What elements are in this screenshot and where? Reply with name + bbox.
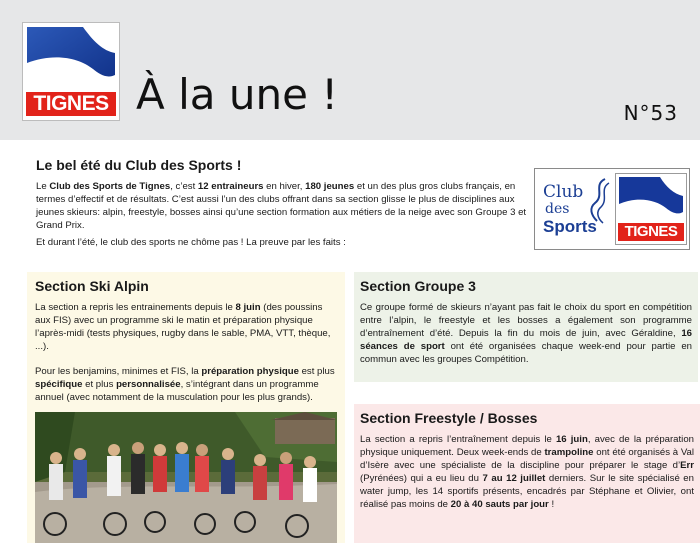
groupe3-heading: Section Groupe 3	[360, 278, 476, 294]
tignes-logo-text: TIGNES	[26, 92, 116, 116]
text-run: ont été organisées chaque week-end pour partie en commun avec les groupes Compétition.	[360, 341, 692, 365]
sessions-count-bold: 16 séances de sport	[360, 328, 692, 352]
section-freestyle-bosses	[354, 404, 700, 543]
tignes-small-mountain-icon	[616, 174, 686, 226]
intro-paragraph-1	[36, 180, 532, 232]
issue-number: N°53	[623, 101, 678, 125]
text-run: , s’intégrant dans un programme annuel (avec notamment de la musculation pour les plus grands).	[35, 379, 319, 403]
intro-section	[36, 156, 532, 249]
date-bold: 8 juin	[235, 302, 261, 313]
text-run: !	[548, 499, 555, 510]
text-run: ont été organisés à Val d’Isère avec une spécialiste de la discipline pour préparer le stage d’	[360, 447, 695, 471]
intro-paragraph-2: Et durant l’été, le club des sports ne chôme pas ! La preuve par les faits :	[36, 237, 346, 248]
dates-bold: 7 au 12 juillet	[482, 473, 546, 484]
alpin-heading: Section Ski Alpin	[35, 278, 149, 294]
text-run: La section a repris l’entraînement depuis le	[360, 434, 556, 445]
text-run: (Pyrénées) qui a eu lieu du	[360, 473, 483, 484]
freestyle-paragraph-1	[360, 433, 694, 511]
text-run: Le	[36, 181, 50, 192]
jumps-count-bold: 20 à 40 sauts par jour	[450, 499, 549, 510]
text-run: (des poussins aux FIS) avec un programme ski le matin et préparation physique l’après-midi (tests physiques, rugby dans le sable, PMA, VTT, thèque, ...).	[35, 302, 331, 352]
physical-prep-bold: préparation physique	[201, 366, 299, 377]
text-run: La section a repris les entrainements depuis le	[35, 302, 236, 313]
err-bold: Err	[680, 460, 694, 471]
text-run: Ce groupe formé de skieurs n’ayant pas fait le choix du sport en compétition entre l’alpin, le freestyle et les bosses a également son programme d’entraînement d’été. Depuis la fin du mois de juin, avec Géraldine,	[360, 302, 692, 339]
text-run: derniers. Sur le site spécialisé en water jump, les 14 sportifs présents, encadrés par Stéphane et Olivier, ont réalisé pas moins de	[360, 473, 694, 510]
text-run: , c’est	[170, 181, 198, 192]
club-des-sports-wordmark	[541, 175, 613, 243]
alpin-paragraph-1	[35, 301, 337, 353]
groupe3-paragraph-1	[360, 301, 692, 366]
text-run: et plus	[82, 379, 117, 390]
tignes-small-logo-text: TIGNES	[618, 223, 684, 241]
ski-swoosh-icon	[583, 177, 613, 227]
photo-mountain-bikers	[27, 412, 345, 543]
tignes-logo[interactable]	[22, 22, 120, 121]
tignes-mountain-icon	[23, 23, 119, 93]
trampoline-bold: trampoline	[544, 447, 594, 458]
section-groupe-3	[354, 272, 698, 382]
des-word: des	[545, 201, 570, 217]
youth-count-bold: 180 jeunes	[305, 181, 355, 192]
trainers-count-bold: 12 entraineurs	[197, 181, 264, 192]
freestyle-heading: Section Freestyle / Bosses	[360, 410, 538, 426]
section-ski-alpin	[27, 272, 345, 412]
text-run: Pour les benjamins, minimes et FIS, la	[35, 366, 202, 377]
text-run: est plus	[298, 366, 335, 377]
text-run: , avec de la préparation physique uniquement. Deux week-ends de	[360, 434, 694, 458]
header-band	[0, 0, 700, 140]
club-word: Club	[543, 182, 584, 202]
club-des-sports-logo[interactable]	[534, 168, 690, 250]
tignes-small-logo	[615, 173, 687, 245]
specific-bold: spécifique	[35, 379, 83, 390]
page-title: À la une !	[136, 70, 339, 119]
text-run: et un des plus gros clubs français, en termes d’effectif et de résultats. C’est aussi l’un des clubs offrant dans sa section glisse le plus de disciplines aux jeunes skieurs: alpin, freestyle, bosses ainsi qu’une section formation aux métiers de la neige avec son Groupe 3 et Grand Prix.	[36, 181, 527, 231]
text-run: en hiver,	[263, 181, 306, 192]
intro-heading: Le bel été du Club des Sports !	[36, 157, 242, 173]
date-bold: 16 juin	[555, 434, 588, 445]
personalized-bold: personnalisée	[116, 379, 181, 390]
alpin-paragraph-2	[35, 365, 337, 404]
group-photo-image	[35, 412, 337, 543]
sports-word: Sports	[543, 217, 597, 236]
club-name-bold: Club des Sports de Tignes	[49, 181, 171, 192]
